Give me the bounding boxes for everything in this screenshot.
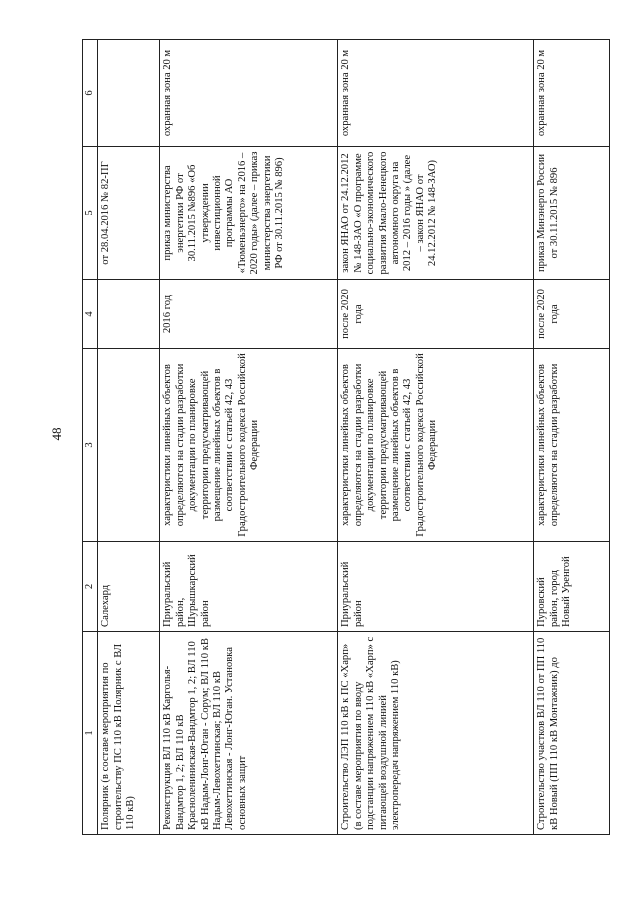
- basis-document-cell: от 28.04.2016 № 82-ПГ: [98, 147, 160, 280]
- col-header-6: 6: [83, 40, 98, 147]
- basis-document-cell: закон ЯНАО от 24.12.2012 № 148-ЗАО «О программе социально-экономического развития Ямало-Ненецкого автономного округа на 2012 – 2016 годы » (далее – закон ЯНАО от 24.12.2012 № 148-ЗАО): [338, 147, 534, 280]
- period-cell: после 2020 года: [338, 280, 534, 349]
- rotated-table-container: [82, 40, 610, 835]
- zone-cell: охранная зона 20 м: [338, 40, 534, 147]
- table-row: [534, 40, 610, 835]
- characteristics-cell: характеристики линейных объектов определяются на стадии разработки документации по планировке территории предусматривающей размещение линейных объектов в соответствии с статьей 42, 43 Градостроительного кодекса Российской Федерации: [338, 349, 534, 542]
- table-row: [98, 40, 160, 835]
- location-cell: Приуральский район, Шурышкарский район: [160, 542, 338, 632]
- infrastructure-table: [82, 39, 610, 835]
- period-cell: после 2020 года: [534, 280, 610, 349]
- page-number: 48: [49, 427, 64, 441]
- table-row: [160, 40, 338, 835]
- location-cell: Пуровский район, город Новый Уренгой: [534, 542, 610, 632]
- col-header-3: 3: [83, 349, 98, 542]
- zone-cell: [98, 40, 160, 147]
- table-header-row: [83, 40, 98, 835]
- characteristics-cell: характеристики линейных объектов определяются на стадии разработки: [534, 349, 610, 542]
- object-name-cell: Полярник (в составе мероприятия по строительству ПС 110 кВ Полярник с ВЛ 110 кВ): [98, 632, 160, 835]
- basis-document-cell: приказ Минэнерго России от 30.11.2015 № 896: [534, 147, 610, 280]
- object-name-cell: Реконструкция ВЛ 110 кВ Карголья-Вандмтор 1, 2; ВЛ 110 кВ Краснолениниская-Вандмтор 1, 2; ВЛ 110 кВ Надым-Лонг-Юган - Сорум; ВЛ 110 кВ Надым-Левохеттинская; ВЛ 110 кВ Левохеттинская - Лонг-Юган. Установка основных защит: [160, 632, 338, 835]
- location-cell: Салехард: [98, 542, 160, 632]
- col-header-2: 2: [83, 542, 98, 632]
- col-header-1: 1: [83, 632, 98, 835]
- table-row: [338, 40, 534, 835]
- period-cell: [98, 280, 160, 349]
- period-cell: 2016 год: [160, 280, 338, 349]
- location-cell: Приуральский район: [338, 542, 534, 632]
- characteristics-cell: характеристики линейных объектов определяются на стадии разработки документации по планировке территории предусматривающей размещение линейных объектов в соответствии с статьей 42, 43 Градостроительного кодекса Российской Федерации: [160, 349, 338, 542]
- zone-cell: охранная зона 20 м: [534, 40, 610, 147]
- col-header-4: 4: [83, 280, 98, 349]
- object-name-cell: Строительство участков ВЛ 110 от ПП 110 кВ Новый (ПП 110 кВ Монтажник) до: [534, 632, 610, 835]
- basis-document-cell: приказ министерства энергетики РФ от 30.11.2015 №896 «Об утверждении инвестиционной программы АО «Тюменьэнерго» на 2016 – 2020 годы» (далее – приказ министерства энергетики РФ от 30.11.2015 № 896): [160, 147, 338, 280]
- characteristics-cell: [98, 349, 160, 542]
- zone-cell: охранная зона 20 м: [160, 40, 338, 147]
- object-name-cell: Строительство ЛЭП 110 кВ к ПС «Харп» (в составе мероприятия по вводу подстанции напряжением 110 кВ «Харп» с питающей воздушной линией электропередач напряжением 110 кВ): [338, 632, 534, 835]
- col-header-5: 5: [83, 147, 98, 280]
